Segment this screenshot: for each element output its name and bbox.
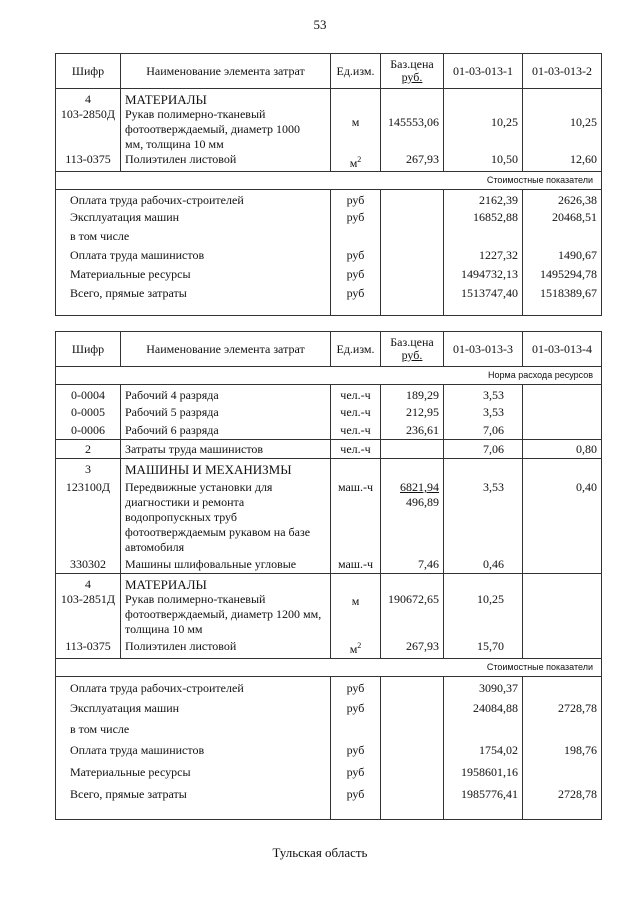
item-code: 0-0006 [56, 421, 121, 440]
col-header-rate-2: 01-03-013-2 [523, 54, 602, 89]
page-number: 53 [313, 17, 327, 32]
item-code: 0-0005 [56, 403, 121, 421]
col-header-code: Шифр [56, 54, 121, 89]
item-name: Машины шлифовальные угловые [121, 555, 331, 574]
item-unit: м [331, 107, 381, 152]
table-row [56, 107, 602, 152]
summary-value-4: 2728,78 [523, 783, 602, 820]
summary-name: Материальные ресурсы [56, 761, 331, 783]
summary-row [56, 783, 602, 820]
summary-row [56, 208, 602, 227]
summary-row [56, 190, 602, 209]
section-rate-4: 0,80 [523, 440, 602, 459]
section-rate-3: 7,06 [444, 440, 523, 459]
cost-table-1 [55, 53, 602, 316]
item-unit: маш.-ч [331, 555, 381, 574]
table-row [56, 385, 602, 404]
summary-value-2: 1518389,67 [523, 284, 602, 316]
col-header-unit: Ед.изм. [331, 54, 381, 89]
summary-row [56, 677, 602, 698]
summary-value-2: 1490,67 [523, 246, 602, 265]
item-code: 0-0004 [56, 385, 121, 404]
summary-name: Всего, прямые затраты [56, 783, 331, 820]
item-price: 189,29 [381, 385, 444, 404]
item-name: Рукав полимерно-тканевый фотоотверждаемый, диаметр 1200 мм, толщина 10 мм [121, 592, 331, 637]
item-price: 267,93 [381, 637, 444, 659]
item-unit: $м^2$ [331, 637, 381, 659]
item-rate-4 [523, 385, 602, 404]
col-header-price: Баз.цена руб. [381, 332, 444, 367]
item-rate-3: 3,53 [444, 477, 523, 555]
table-row [56, 592, 602, 637]
summary-row [56, 740, 602, 761]
table-row [56, 555, 602, 574]
item-unit: м [331, 592, 381, 637]
item-price: 145553,06 [381, 107, 444, 152]
item-rate-1: 10,25 [444, 107, 523, 152]
table-row [56, 152, 602, 172]
section-unit: чел.-ч [331, 440, 381, 459]
banner-row [56, 172, 602, 190]
item-name: Рабочий 4 разряда [121, 385, 331, 404]
section-row [56, 574, 602, 593]
item-name: Рабочий 5 разряда [121, 403, 331, 421]
item-name: Полиэтилен листовой [121, 152, 331, 172]
item-code: 330302 [56, 555, 121, 574]
item-price: 267,93 [381, 152, 444, 172]
summary-value-4 [523, 761, 602, 783]
summary-value-2: 1495294,78 [523, 265, 602, 284]
item-name: Рабочий 6 разряда [121, 421, 331, 440]
item-unit: маш.-ч [331, 477, 381, 555]
summary-unit: руб [331, 190, 381, 209]
col-header-rate-3: 01-03-013-3 [444, 332, 523, 367]
summary-value-3: 3090,37 [444, 677, 523, 698]
summary-value-4: 2728,78 [523, 697, 602, 719]
item-price: 212,95 [381, 403, 444, 421]
summary-name: в том числе [56, 227, 331, 246]
col-header-price: Баз.цена руб. [381, 54, 444, 89]
footer-region: Тульская область [272, 845, 368, 860]
item-name: Передвижные установки для диагностики и ремонта водопропускных труб фотоотверждаемым рукавом на базе автомобиля [121, 477, 331, 555]
section-code: 2 [56, 440, 121, 459]
item-rate-3: 0,46 [444, 555, 523, 574]
section-name: МАШИНЫ И МЕХАНИЗМЫ [121, 459, 331, 478]
summary-unit: руб [331, 265, 381, 284]
item-rate-3: 3,53 [444, 403, 523, 421]
item-price: 6821,94 496,89 [381, 477, 444, 555]
summary-name: Материальные ресурсы [56, 265, 331, 284]
summary-row [56, 246, 602, 265]
summary-row [56, 719, 602, 740]
summary-row [56, 761, 602, 783]
summary-name: Эксплуатация машин [56, 208, 331, 227]
item-rate-1: 10,50 [444, 152, 523, 172]
item-rate-4 [523, 637, 602, 659]
col-header-rate-1: 01-03-013-1 [444, 54, 523, 89]
col-header-name: Наименование элемента затрат [121, 54, 331, 89]
table-header [56, 332, 602, 367]
section-name: Затраты труда машинистов [121, 440, 331, 459]
item-rate-4 [523, 592, 602, 637]
item-name: Рукав полимерно-тканевый фотоотверждаемый, диаметр 1000 мм, толщина 10 мм [121, 107, 331, 152]
summary-value-1: 16852,88 [444, 208, 523, 227]
item-code: 103-2851Д [56, 592, 121, 637]
summary-unit: руб [331, 677, 381, 698]
item-rate-4: 0,40 [523, 477, 602, 555]
summary-unit: руб [331, 761, 381, 783]
table-header [56, 54, 602, 89]
cost-indicators-label: Стоимостные показатели [56, 659, 602, 677]
summary-unit: руб [331, 246, 381, 265]
cost-indicators-label: Стоимостные показатели [56, 172, 602, 190]
item-price: 190672,65 [381, 592, 444, 637]
resource-norm-label: Норма расхода ресурсов [56, 367, 602, 385]
summary-unit: руб [331, 208, 381, 227]
cost-table-2 [55, 331, 602, 820]
item-code: 103-2850Д [56, 107, 121, 152]
summary-value-2: 2626,38 [523, 190, 602, 209]
summary-value-2: 20468,51 [523, 208, 602, 227]
item-rate-2: 10,25 [523, 107, 602, 152]
section-name: МАТЕРИАЛЫ [121, 89, 331, 108]
item-rate-2: 12,60 [523, 152, 602, 172]
col-header-name: Наименование элемента затрат [121, 332, 331, 367]
item-rate-3: 15,70 [444, 637, 523, 659]
col-header-unit: Ед.изм. [331, 332, 381, 367]
summary-name: Оплата труда рабочих-строителей [56, 677, 331, 698]
table-row [56, 477, 602, 555]
summary-row [56, 697, 602, 719]
section-name: МАТЕРИАЛЫ [121, 574, 331, 593]
summary-value-3: 1985776,41 [444, 783, 523, 820]
summary-value-4: 198,76 [523, 740, 602, 761]
table-row [56, 637, 602, 659]
item-rate-4 [523, 555, 602, 574]
summary-unit: руб [331, 783, 381, 820]
summary-value-1: 1227,32 [444, 246, 523, 265]
summary-unit: руб [331, 284, 381, 316]
summary-value-3: 24084,88 [444, 697, 523, 719]
item-unit: $м^2$ [331, 152, 381, 172]
summary-name: Оплата труда машинистов [56, 740, 331, 761]
col-header-rate-4: 01-03-013-4 [523, 332, 602, 367]
item-price: 7,46 [381, 555, 444, 574]
summary-unit: руб [331, 740, 381, 761]
summary-name: Оплата труда рабочих-строителей [56, 190, 331, 209]
item-rate-3: 10,25 [444, 592, 523, 637]
item-price: 236,61 [381, 421, 444, 440]
summary-row [56, 265, 602, 284]
item-rate-4 [523, 403, 602, 421]
summary-name: в том числе [56, 719, 331, 740]
section-code: 4 [56, 89, 121, 108]
item-rate-3: 3,53 [444, 385, 523, 404]
summary-name: Всего, прямые затраты [56, 284, 331, 316]
summary-value-3: 1958601,16 [444, 761, 523, 783]
banner-row [56, 367, 602, 385]
item-rate-3: 7,06 [444, 421, 523, 440]
section-row [56, 440, 602, 459]
item-code: 123100Д [56, 477, 121, 555]
summary-name: Эксплуатация машин [56, 697, 331, 719]
section-row [56, 89, 602, 108]
summary-row [56, 284, 602, 316]
table-row [56, 403, 602, 421]
summary-value-4 [523, 677, 602, 698]
item-code: 113-0375 [56, 152, 121, 172]
summary-value-1: 2162,39 [444, 190, 523, 209]
col-header-code: Шифр [56, 332, 121, 367]
item-name: Полиэтилен листовой [121, 637, 331, 659]
summary-name: Оплата труда машинистов [56, 246, 331, 265]
summary-value-1: 1494732,13 [444, 265, 523, 284]
summary-value-1: 1513747,40 [444, 284, 523, 316]
table-row [56, 421, 602, 440]
summary-value-3: 1754,02 [444, 740, 523, 761]
item-unit: чел.-ч [331, 403, 381, 421]
item-rate-4 [523, 421, 602, 440]
banner-row [56, 659, 602, 677]
summary-unit: руб [331, 697, 381, 719]
item-unit: чел.-ч [331, 385, 381, 404]
item-unit: чел.-ч [331, 421, 381, 440]
summary-row [56, 227, 602, 246]
section-code: 4 [56, 574, 121, 593]
item-code: 113-0375 [56, 637, 121, 659]
section-code: 3 [56, 459, 121, 478]
section-row [56, 459, 602, 478]
